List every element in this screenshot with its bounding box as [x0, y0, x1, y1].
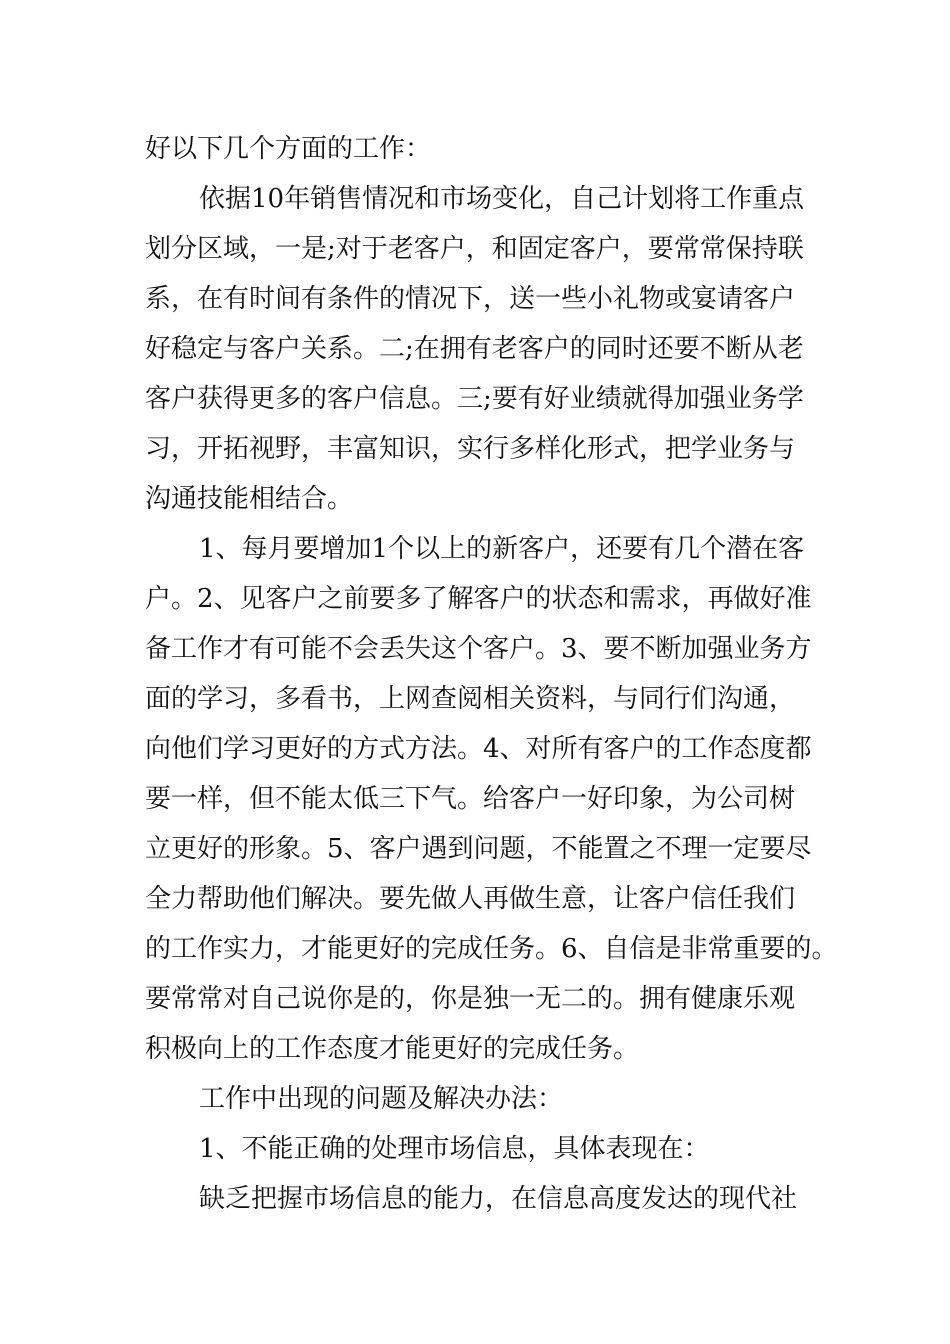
text-line: 要常常对自己说你是的，你是独一无二的。拥有健康乐观 [145, 984, 796, 1014]
text-line: 户。2、见客户之前要多了解客户的状态和需求，再做好准 [145, 584, 812, 614]
text-line: 面的学习，多看书，上网查阅相关资料，与同行们沟通， [145, 684, 796, 714]
paragraph-first-line: 1、每月要增加1个以上的新客户，还要有几个潜在客 [199, 534, 805, 564]
text-line: 备工作才有可能不会丢失这个客户。3、要不断加强业务方 [145, 634, 812, 664]
text-line: 客户获得更多的客户信息。三;要有好业绩就得加强业务学 [145, 384, 804, 414]
text-line: 沟通技能相结合。 [145, 484, 354, 514]
text-line: 好稳定与客户关系。二;在拥有老客户的同时还要不断从老 [145, 334, 804, 364]
text-line: 要一样，但不能太低三下气。给客户一好印象，为公司树 [145, 784, 796, 814]
text-line: 好以下几个方面的工作： [145, 134, 432, 164]
text-line: 划分区域，一是;对于老客户，和固定客户，要常常保持联 [145, 234, 804, 264]
text-line: 全力帮助他们解决。要先做人再做生意，让客户信任我们 [145, 884, 796, 914]
text-line: 积极向上的工作态度才能更好的完成任务。 [145, 1034, 640, 1064]
text-line: 向他们学习更好的方式方法。4、对所有客户的工作态度都 [145, 734, 812, 764]
paragraph-first-line: 缺乏把握市场信息的能力，在信息高度发达的现代社 [199, 1184, 798, 1214]
text-line: 习，开拓视野，丰富知识，实行多样化形式，把学业务与 [145, 434, 796, 464]
text-line: 立更好的形象。5、客户遇到问题，不能置之不理一定要尽 [145, 834, 812, 864]
text-line: 的工作实力，才能更好的完成任务。6、自信是非常重要的。 [145, 934, 838, 964]
list-item-heading: 1、不能正确的处理市场信息，具体表现在： [199, 1134, 710, 1164]
text-line: 系，在有时间有条件的情况下，送一些小礼物或宴请客户 [145, 284, 796, 314]
section-heading: 工作中出现的问题及解决办法： [199, 1084, 564, 1114]
paragraph-first-line: 依据10年销售情况和市场变化，自己计划将工作重点 [199, 184, 805, 214]
